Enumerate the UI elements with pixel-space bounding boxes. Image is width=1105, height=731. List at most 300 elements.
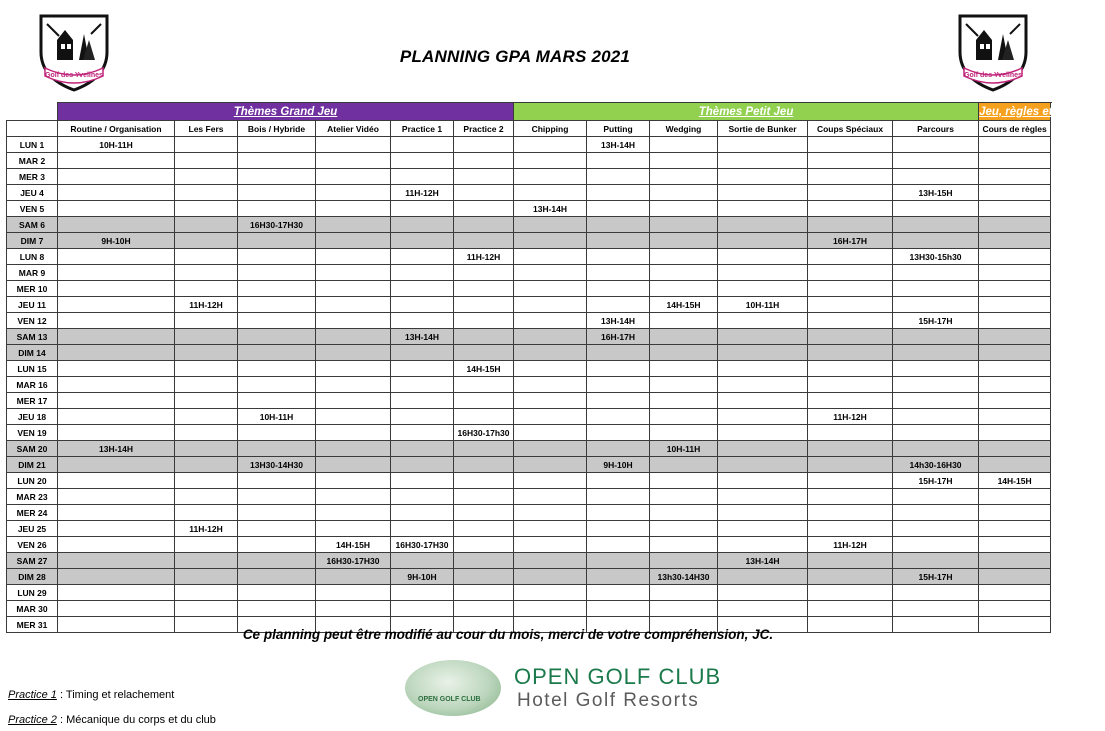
schedule-cell <box>893 377 979 393</box>
schedule-cell <box>514 345 587 361</box>
schedule-cell <box>979 217 1051 233</box>
schedule-cell <box>316 345 391 361</box>
day-label: MAR 30 <box>7 601 58 617</box>
schedule-cell <box>979 377 1051 393</box>
schedule-cell <box>175 137 238 153</box>
schedule-cell <box>979 345 1051 361</box>
schedule-cell <box>238 569 316 585</box>
schedule-cell <box>650 505 718 521</box>
schedule-cell <box>979 361 1051 377</box>
schedule-cell <box>979 505 1051 521</box>
schedule-cell <box>893 553 979 569</box>
day-label: MAR 2 <box>7 153 58 169</box>
day-label: VEN 19 <box>7 425 58 441</box>
table-row <box>7 361 1051 377</box>
schedule-cell <box>514 137 587 153</box>
column-header: Cours de règles <box>979 121 1051 137</box>
schedule-cell <box>718 185 808 201</box>
svg-text:Golf des Yvelines: Golf des Yvelines <box>45 72 103 79</box>
schedule-cell <box>58 185 175 201</box>
schedule-cell: 13H-14H <box>58 441 175 457</box>
schedule-cell <box>58 601 175 617</box>
day-label: VEN 5 <box>7 201 58 217</box>
schedule-cell <box>391 153 454 169</box>
schedule-cell <box>893 329 979 345</box>
day-label: JEU 18 <box>7 409 58 425</box>
schedule-cell <box>979 137 1051 153</box>
schedule-cell <box>454 217 514 233</box>
schedule-cell <box>175 233 238 249</box>
schedule-cell <box>175 313 238 329</box>
schedule-cell <box>175 425 238 441</box>
schedule-cell <box>514 217 587 233</box>
schedule-cell <box>650 585 718 601</box>
table-row <box>7 249 1051 265</box>
schedule-cell <box>718 361 808 377</box>
schedule-cell <box>718 265 808 281</box>
schedule-cell <box>514 153 587 169</box>
schedule-cell <box>718 393 808 409</box>
schedule-cell <box>808 393 893 409</box>
table-row <box>7 185 1051 201</box>
day-label: DIM 7 <box>7 233 58 249</box>
day-label: MAR 23 <box>7 489 58 505</box>
schedule-cell: 9H-10H <box>391 569 454 585</box>
schedule-cell <box>514 329 587 345</box>
schedule-cell <box>718 281 808 297</box>
schedule-cell <box>316 393 391 409</box>
schedule-cell: 13H-15H <box>893 185 979 201</box>
schedule-cell <box>808 457 893 473</box>
schedule-cell <box>454 153 514 169</box>
table-row <box>7 569 1051 585</box>
day-label: MER 31 <box>7 617 58 633</box>
schedule-cell <box>650 249 718 265</box>
schedule-cell <box>391 169 454 185</box>
schedule-cell <box>175 585 238 601</box>
schedule-cell <box>175 281 238 297</box>
schedule-cell <box>238 201 316 217</box>
schedule-cell <box>454 473 514 489</box>
schedule-cell: 14H-15H <box>650 297 718 313</box>
schedule-cell <box>175 489 238 505</box>
schedule-cell <box>175 185 238 201</box>
schedule-cell <box>587 201 650 217</box>
schedule-cell <box>587 441 650 457</box>
schedule-cell <box>58 217 175 233</box>
schedule-cell <box>979 201 1051 217</box>
day-label: DIM 28 <box>7 569 58 585</box>
schedule-cell: 11H-12H <box>808 537 893 553</box>
schedule-cell <box>58 553 175 569</box>
schedule-cell <box>316 249 391 265</box>
schedule-cell <box>391 505 454 521</box>
schedule-cell <box>650 281 718 297</box>
schedule-cell <box>979 265 1051 281</box>
schedule-cell <box>718 329 808 345</box>
column-header: Coups Spéciaux <box>808 121 893 137</box>
schedule-cell <box>587 153 650 169</box>
corner-cell <box>7 103 58 121</box>
schedule-cell <box>718 473 808 489</box>
schedule-cell <box>514 313 587 329</box>
day-label: MER 10 <box>7 281 58 297</box>
legend-practice-1 <box>8 689 174 701</box>
schedule-cell <box>718 537 808 553</box>
schedule-cell <box>893 521 979 537</box>
schedule-cell: 14H-15H <box>316 537 391 553</box>
table-row <box>7 457 1051 473</box>
schedule-cell <box>893 489 979 505</box>
schedule-cell <box>718 489 808 505</box>
schedule-cell <box>391 553 454 569</box>
schedule-cell <box>58 169 175 185</box>
schedule-cell <box>650 217 718 233</box>
day-label: LUN 29 <box>7 585 58 601</box>
schedule-cell <box>454 201 514 217</box>
day-label: VEN 12 <box>7 313 58 329</box>
schedule-cell <box>58 521 175 537</box>
schedule-cell <box>316 233 391 249</box>
schedule-cell <box>58 585 175 601</box>
schedule-cell <box>316 281 391 297</box>
schedule-cell <box>808 489 893 505</box>
schedule-cell <box>238 313 316 329</box>
day-label: DIM 21 <box>7 457 58 473</box>
schedule-cell <box>808 425 893 441</box>
day-label: JEU 25 <box>7 521 58 537</box>
schedule-cell <box>650 313 718 329</box>
schedule-cell <box>587 473 650 489</box>
day-label: LUN 20 <box>7 473 58 489</box>
schedule-cell <box>514 489 587 505</box>
schedule-cell <box>514 185 587 201</box>
schedule-cell <box>391 489 454 505</box>
schedule-cell <box>316 313 391 329</box>
schedule-cell <box>58 425 175 441</box>
schedule-cell <box>808 137 893 153</box>
schedule-cell <box>587 425 650 441</box>
golf-ball-icon <box>405 660 501 716</box>
schedule-cell: 15H-17H <box>893 569 979 585</box>
group-header: Thèmes Grand Jeu <box>58 103 514 121</box>
schedule-cell <box>979 185 1051 201</box>
schedule-cell <box>893 537 979 553</box>
schedule-cell <box>58 361 175 377</box>
schedule-cell <box>587 585 650 601</box>
schedule-cell <box>979 297 1051 313</box>
schedule-cell <box>893 281 979 297</box>
schedule-cell <box>454 457 514 473</box>
schedule-cell <box>808 169 893 185</box>
schedule-cell <box>58 505 175 521</box>
schedule-cell <box>238 297 316 313</box>
schedule-cell <box>316 505 391 521</box>
schedule-cell: 13H-14H <box>391 329 454 345</box>
schedule-cell <box>58 201 175 217</box>
schedule-cell <box>238 601 316 617</box>
table-row <box>7 233 1051 249</box>
schedule-cell: 9H-10H <box>58 233 175 249</box>
schedule-cell <box>58 457 175 473</box>
schedule-cell <box>454 377 514 393</box>
schedule-cell <box>587 569 650 585</box>
day-label: MER 24 <box>7 505 58 521</box>
schedule-cell <box>58 409 175 425</box>
schedule-cell <box>316 473 391 489</box>
schedule-cell <box>58 297 175 313</box>
schedule-cell <box>238 537 316 553</box>
schedule-cell <box>58 345 175 361</box>
schedule-cell <box>58 489 175 505</box>
legend-text: Timing et relachement <box>65 689 175 701</box>
schedule-cell <box>316 585 391 601</box>
schedule-cell <box>238 377 316 393</box>
schedule-cell <box>893 441 979 457</box>
schedule-cell: 10H-11H <box>238 409 316 425</box>
schedule-cell: 16H-17H <box>587 329 650 345</box>
footer-note: Ce planning peut être modifié au cour du mois, merci de votre compréhension, JC. <box>242 627 774 642</box>
schedule-cell <box>391 217 454 233</box>
schedule-cell <box>391 409 454 425</box>
schedule-cell <box>979 553 1051 569</box>
schedule-cell <box>587 265 650 281</box>
schedule-cell <box>175 265 238 281</box>
schedule-cell <box>454 537 514 553</box>
schedule-cell <box>238 393 316 409</box>
schedule-cell <box>238 441 316 457</box>
schedule-cell <box>454 265 514 281</box>
schedule-cell <box>58 313 175 329</box>
schedule-cell <box>58 265 175 281</box>
schedule-cell <box>238 153 316 169</box>
table-row <box>7 537 1051 553</box>
schedule-cell <box>58 377 175 393</box>
schedule-cell <box>587 249 650 265</box>
schedule-cell <box>316 569 391 585</box>
day-column-header <box>7 121 58 137</box>
schedule-cell <box>979 313 1051 329</box>
schedule-cell <box>58 153 175 169</box>
schedule-cell <box>316 329 391 345</box>
schedule-cell <box>514 361 587 377</box>
schedule-cell <box>391 377 454 393</box>
table-row <box>7 281 1051 297</box>
schedule-cell <box>650 153 718 169</box>
day-label: LUN 8 <box>7 249 58 265</box>
schedule-cell <box>391 201 454 217</box>
schedule-cell <box>391 281 454 297</box>
schedule-cell: 11H-12H <box>175 521 238 537</box>
column-header: Atelier Vidéo <box>316 121 391 137</box>
schedule-cell <box>808 297 893 313</box>
schedule-cell <box>175 361 238 377</box>
schedule-cell <box>391 457 454 473</box>
schedule-cell <box>391 393 454 409</box>
schedule-cell: 11H-12H <box>175 297 238 313</box>
schedule-cell <box>175 377 238 393</box>
schedule-cell <box>587 409 650 425</box>
schedule-cell <box>893 233 979 249</box>
schedule-cell <box>391 601 454 617</box>
schedule-cell <box>893 601 979 617</box>
table-row <box>7 313 1051 329</box>
table-row <box>7 137 1051 153</box>
schedule-cell <box>58 281 175 297</box>
schedule-cell <box>718 425 808 441</box>
schedule-cell <box>514 505 587 521</box>
schedule-cell <box>808 153 893 169</box>
schedule-cell <box>391 345 454 361</box>
schedule-cell <box>175 569 238 585</box>
schedule-cell <box>718 585 808 601</box>
day-label: SAM 13 <box>7 329 58 345</box>
schedule-cell <box>514 249 587 265</box>
schedule-cell: 13h30-14H30 <box>650 569 718 585</box>
schedule-cell <box>808 553 893 569</box>
sponsor-ball-text: OPEN GOLF CLUB <box>418 696 481 703</box>
schedule-cell <box>650 537 718 553</box>
schedule-cell <box>808 473 893 489</box>
schedule-cell <box>514 409 587 425</box>
schedule-cell: 10H-11H <box>718 297 808 313</box>
table-row <box>7 489 1051 505</box>
schedule-cell: 13H-14H <box>587 137 650 153</box>
schedule-cell <box>454 441 514 457</box>
table-row <box>7 521 1051 537</box>
schedule-cell <box>979 521 1051 537</box>
legend-practice-2 <box>8 714 216 726</box>
schedule-cell <box>238 185 316 201</box>
schedule-cell <box>316 489 391 505</box>
day-label: JEU 4 <box>7 185 58 201</box>
day-label: MAR 16 <box>7 377 58 393</box>
schedule-cell <box>175 201 238 217</box>
schedule-cell <box>316 409 391 425</box>
schedule-cell <box>316 185 391 201</box>
schedule-cell <box>454 489 514 505</box>
schedule-cell <box>587 505 650 521</box>
schedule-cell <box>718 201 808 217</box>
schedule-cell <box>514 297 587 313</box>
schedule-cell <box>58 249 175 265</box>
schedule-cell <box>587 361 650 377</box>
schedule-cell <box>808 185 893 201</box>
schedule-cell <box>587 297 650 313</box>
schedule-cell <box>808 361 893 377</box>
legend-text: Mécanique du corps et du club <box>66 714 216 726</box>
schedule-cell <box>808 505 893 521</box>
schedule-cell <box>316 137 391 153</box>
schedule-cell <box>514 169 587 185</box>
schedule-cell <box>316 265 391 281</box>
schedule-cell <box>808 521 893 537</box>
schedule-cell <box>650 233 718 249</box>
table-row <box>7 473 1051 489</box>
schedule-cell <box>454 393 514 409</box>
schedule-cell <box>514 521 587 537</box>
schedule-cell <box>175 473 238 489</box>
column-header: Parcours <box>893 121 979 137</box>
schedule-cell <box>893 137 979 153</box>
schedule-cell <box>650 265 718 281</box>
schedule-cell <box>175 537 238 553</box>
schedule-cell <box>718 601 808 617</box>
table-row <box>7 505 1051 521</box>
schedule-cell: 9H-10H <box>587 457 650 473</box>
schedule-cell <box>718 441 808 457</box>
schedule-cell <box>650 521 718 537</box>
schedule-cell <box>454 233 514 249</box>
schedule-cell <box>718 137 808 153</box>
schedule-cell <box>587 377 650 393</box>
schedule-cell <box>391 265 454 281</box>
schedule-cell <box>391 425 454 441</box>
schedule-cell <box>650 409 718 425</box>
sponsor-name: OPEN GOLF CLUB <box>514 664 722 689</box>
schedule-cell: 11H-12H <box>391 185 454 201</box>
table-row <box>7 329 1051 345</box>
schedule-cell <box>514 473 587 489</box>
schedule-cell <box>514 441 587 457</box>
table-row <box>7 217 1051 233</box>
schedule-cell <box>238 521 316 537</box>
schedule-cell <box>979 457 1051 473</box>
schedule-cell <box>391 361 454 377</box>
schedule-cell <box>514 377 587 393</box>
schedule-cell <box>454 569 514 585</box>
schedule-cell <box>238 361 316 377</box>
legend-key: Practice 2 <box>8 714 57 726</box>
legend-sep: : <box>56 689 66 701</box>
schedule-cell <box>587 489 650 505</box>
schedule-cell: 16H30-17H30 <box>238 217 316 233</box>
schedule-cell <box>175 345 238 361</box>
sponsor-logo <box>400 658 760 720</box>
schedule-cell <box>808 441 893 457</box>
sponsor-subtitle: Hotel Golf Resorts <box>517 690 700 711</box>
group-header: Jeu, règles et Etiquette <box>979 103 1051 121</box>
schedule-cell <box>316 601 391 617</box>
column-header: Practice 1 <box>391 121 454 137</box>
schedule-cell <box>718 569 808 585</box>
schedule-cell <box>391 585 454 601</box>
schedule-cell <box>650 473 718 489</box>
column-header: Putting <box>587 121 650 137</box>
schedule-cell <box>454 313 514 329</box>
day-label: DIM 14 <box>7 345 58 361</box>
page-title: PLANNING GPA MARS 2021 <box>399 47 631 66</box>
schedule-cell <box>893 409 979 425</box>
schedule-cell: 13H30-14H30 <box>238 457 316 473</box>
schedule-cell <box>316 521 391 537</box>
schedule-cell <box>893 201 979 217</box>
table-row <box>7 377 1051 393</box>
day-label: MAR 9 <box>7 265 58 281</box>
schedule-cell <box>316 457 391 473</box>
schedule-cell <box>58 329 175 345</box>
schedule-cell <box>514 585 587 601</box>
schedule-cell: 11H-12H <box>454 249 514 265</box>
schedule-cell <box>238 329 316 345</box>
schedule-cell <box>650 553 718 569</box>
schedule-cell: 14h30-16H30 <box>893 457 979 473</box>
table-row <box>7 169 1051 185</box>
table-row <box>7 553 1051 569</box>
schedule-cell <box>979 329 1051 345</box>
schedule-cell: 16H30-17h30 <box>454 425 514 441</box>
schedule-cell <box>175 601 238 617</box>
